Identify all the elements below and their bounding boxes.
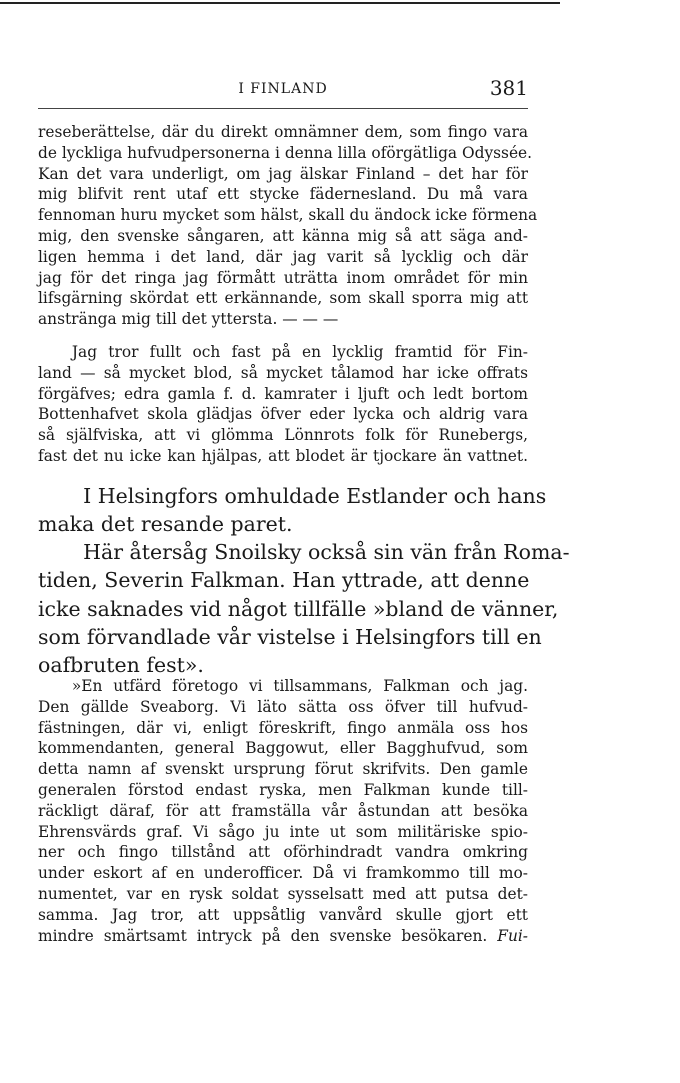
- text-line: detta namn af svenskt ursprung förut skrifvits. Den gamle: [38, 760, 528, 779]
- text-line: land — så mycket blod, så mycket tålamod har icke offrats: [38, 363, 528, 382]
- text-line: Den gällde Sveaborg. Vi läto sätta oss öfver till hufvud-: [38, 697, 528, 716]
- text-line: [38, 926, 528, 947]
- text-line: under eskort af en underofficer. Då vi framkommo till mo-: [38, 864, 528, 883]
- text-line: maka det resande paret.: [38, 512, 293, 537]
- text-line: ligen hemma i det land, där jag varit så lycklig och där: [38, 247, 528, 266]
- text-line-main: mindre smärtsamt intryck på den svenske besökaren.: [38, 926, 488, 945]
- text-line: kommendanten, general Baggowut, eller Bagghufvud, som: [38, 739, 528, 758]
- text-line: reseberättelse, där du direkt omnämner dem, som fingo vara: [38, 123, 528, 141]
- text-line: Bottenhafvet skola glädjas öfver eder lycka och aldrig vara: [38, 405, 528, 424]
- text-line: anstränga mig till det yttersta. — — —: [38, 310, 339, 329]
- text-line: numentet, var en rysk soldat sysselsatt med att putsa det-: [38, 884, 528, 903]
- main-paragraph-1: [38, 482, 547, 539]
- text-line: samma. Jag tror, att uppsåtlig vanvård skulle gjort ett: [38, 905, 528, 924]
- text-line: ner och fingo tillstånd att oförhindradt vandra omkring: [38, 843, 528, 862]
- text-line: lifsgärning skördat ett erkännande, som skall sporra mig att: [38, 289, 528, 308]
- header-rule: [38, 108, 528, 109]
- text-line: Kan det vara underligt, om jag älskar Finland – det har för: [38, 164, 528, 183]
- text-line: »En utfärd företogo vi tillsammans, Falkman och jag.: [71, 677, 528, 695]
- text-line: som förvandlade vår vistelse i Helsingfors till en: [38, 624, 542, 649]
- main-paragraph-2: [38, 538, 570, 679]
- letter-paragraph-1: [38, 122, 538, 330]
- text-line: fast det nu icke kan hjälpas, att blodet är tjockare än vattnet.: [38, 446, 528, 465]
- top-edge-rule: [0, 2, 560, 4]
- quote-paragraph: [38, 676, 528, 946]
- page-number: 381: [489, 76, 528, 100]
- text-line: räckligt däraf, för att framställa vår åstundan att besöka: [38, 801, 528, 820]
- text-line: icke saknades vid något tillfälle »bland de vänner,: [38, 596, 559, 621]
- text-line: Ehrensvärds graf. Vi sågo ju inte ut som militäriske spio-: [38, 822, 528, 841]
- text-line: så själfviska, att vi glömma Lönnrots folk för Runebergs,: [38, 426, 528, 445]
- text-line: oafbruten fest».: [38, 653, 204, 678]
- text-line: mig, den svenske sångaren, att känna mig så att säga and-: [38, 226, 528, 245]
- text-line: I Helsingfors omhuldade Estlander och hans: [83, 484, 547, 508]
- text-line: mig blifvit rent utaf ett stycke fädernesland. Du må vara: [38, 185, 528, 204]
- running-head: I FINLAND: [238, 81, 328, 97]
- text-line: fästningen, där vi, enligt föreskrift, fingo anmäla oss hos: [38, 718, 528, 737]
- page-header: [38, 76, 528, 106]
- text-line: generalen förstod endast ryska, men Falkman kunde till-: [38, 780, 528, 799]
- text-line: de lyckliga hufvudpersonerna i denna lilla oförgätliga Odyssée.: [38, 143, 533, 162]
- text-line: Här återsåg Snoilsky också sin vän från Roma-: [83, 540, 570, 564]
- italic-continuation: Fui-: [497, 926, 528, 945]
- text-line: fennoman huru mycket som hälst, skall du ändock icke förmena: [38, 206, 538, 225]
- letter-paragraph-2: [38, 342, 528, 467]
- text-line: jag för det ringa jag förmått uträtta inom området för min: [38, 268, 528, 287]
- text-line: Jag tror fullt och fast på en lycklig framtid för Fin-: [71, 343, 528, 361]
- text-line: förgäfves; edra gamla f. d. kamrater i ljuft och ledt bortom: [38, 384, 528, 403]
- text-line: tiden, Severin Falkman. Han yttrade, att denne: [38, 568, 530, 593]
